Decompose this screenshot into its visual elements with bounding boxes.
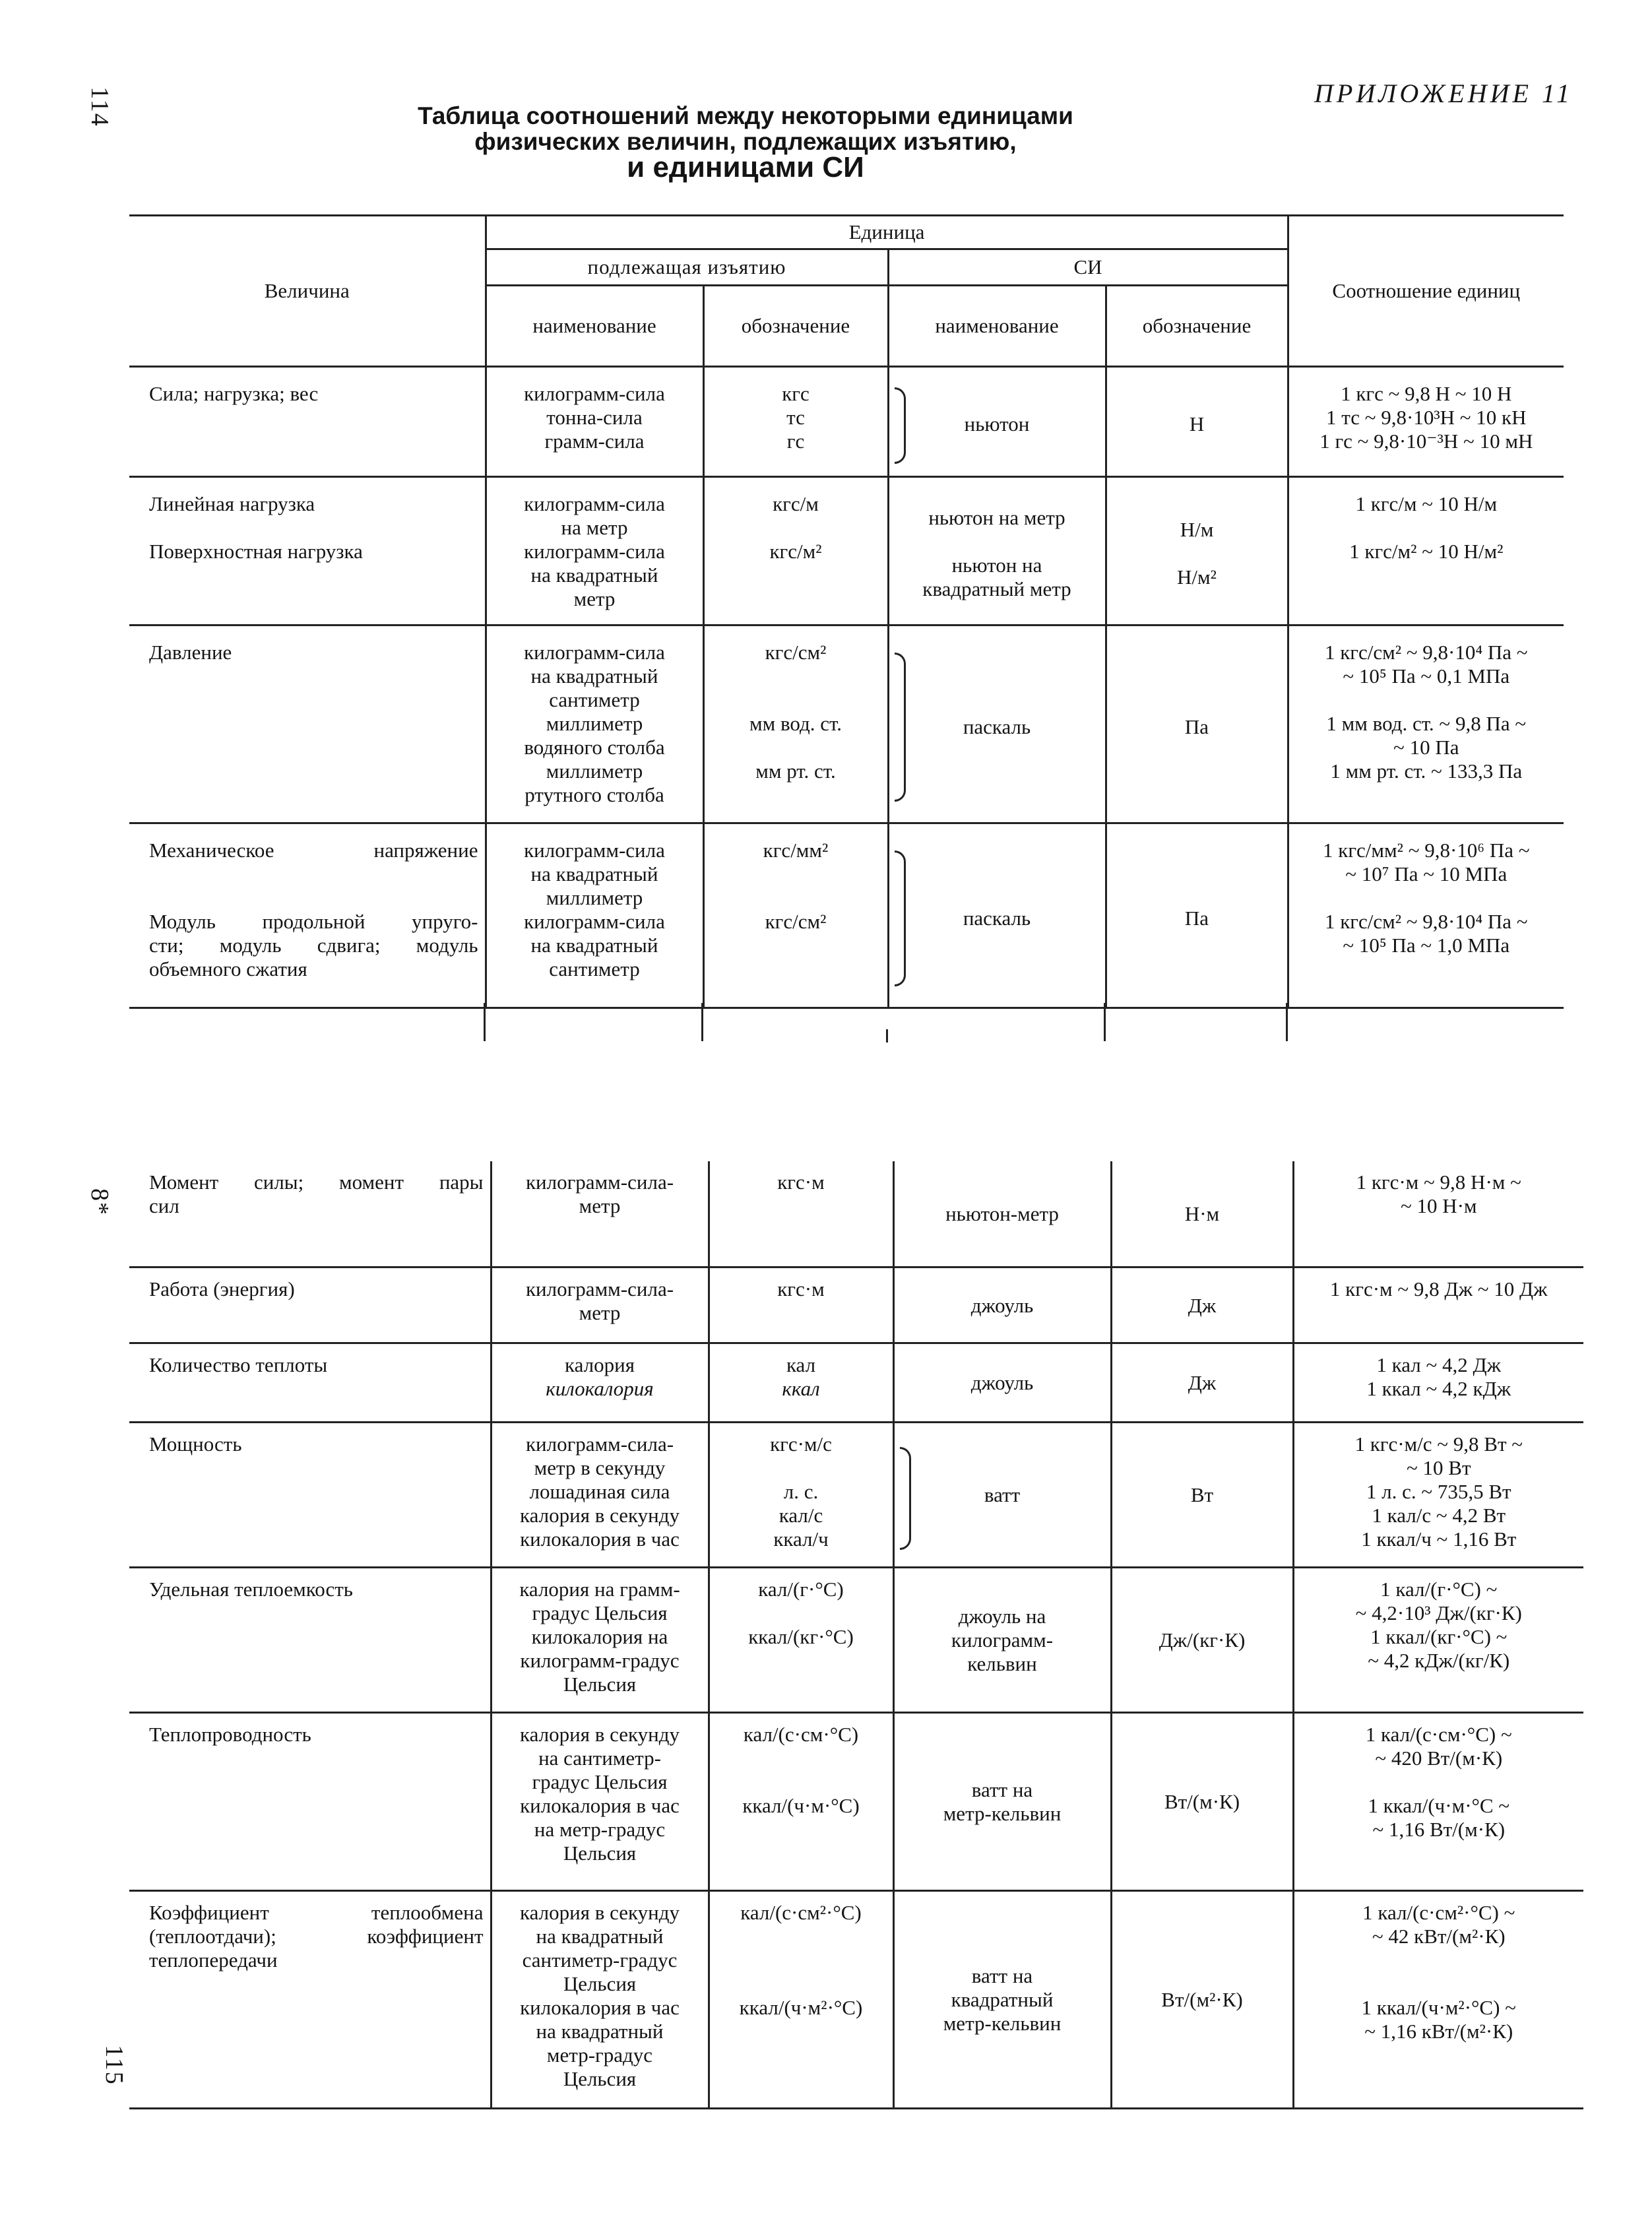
- si-name-cell: [893, 1422, 1111, 1567]
- brace-mark: [895, 387, 906, 464]
- table-2-body: [129, 1161, 1583, 2108]
- old-symbol-line: кал/(с·см·°С): [743, 1722, 859, 1746]
- old-name-cell: [486, 477, 703, 625]
- old-symbol-cell: [703, 625, 888, 823]
- si-name-line: ньютон на: [951, 554, 1042, 577]
- si-name-cell: [893, 1267, 1111, 1343]
- ratio-line: [1296, 516, 1558, 540]
- old-symbol-cell: [703, 477, 888, 625]
- header-si-symbol: обозначение: [1106, 286, 1288, 367]
- old-symbol-line: кгс/м²: [769, 540, 822, 563]
- si-symbol-line: Н/м²: [1177, 565, 1217, 589]
- si-name-cell: [893, 1567, 1111, 1712]
- ratio-line: 1 мм рт. ст. ~ 133,3 Па: [1330, 759, 1523, 783]
- ratio-line: 1 кгс/м² ~ 10 Н/м²: [1349, 540, 1504, 563]
- si-name-cell: [893, 1343, 1111, 1422]
- ratio-line: [1296, 688, 1558, 712]
- ratio-line: ~ 10⁵ Па ~ 1,0 МПа: [1343, 934, 1510, 957]
- old-name-line: на квадратный: [530, 934, 658, 957]
- quantity-line: Коэффициент теплообмена: [149, 1900, 484, 1924]
- old-name-cell: [491, 1267, 709, 1343]
- quantity-line: теплопередачи: [149, 1948, 278, 1972]
- old-symbol-line: [716, 1456, 886, 1480]
- ratio-cell: [1293, 1567, 1583, 1712]
- si-name-line: паскаль: [963, 715, 1031, 738]
- ratio-line: 1 кгс/м ~ 10 Н/м: [1355, 492, 1498, 515]
- si-symbol-cell: [1111, 1343, 1293, 1422]
- si-name-cell: [893, 1712, 1111, 1890]
- ratio-line: 1 мм вод. ст. ~ 9,8 Па ~: [1326, 712, 1527, 735]
- si-symbol-cell: [1111, 1712, 1293, 1890]
- old-name-line: грамм-сила: [544, 430, 645, 453]
- quantity-cell: [129, 1567, 491, 1712]
- old-symbol-cell: [703, 367, 888, 477]
- si-symbol-cell: [1106, 823, 1288, 1008]
- quantity-line: Момент силы; момент пары: [149, 1171, 484, 1194]
- table-continuation-tick: [886, 1029, 888, 1042]
- ratio-cell: [1293, 1422, 1583, 1567]
- page-number-top: 114: [85, 86, 113, 127]
- quantity-line: (теплоотдачи); коэффициент: [149, 1924, 484, 1948]
- old-name-cell: [486, 367, 703, 477]
- header-old-symbol: обозначение: [703, 286, 888, 367]
- quantity-cell: [129, 1161, 491, 1267]
- si-symbol-cell: [1111, 1161, 1293, 1267]
- old-symbol-cell: [709, 1343, 893, 1422]
- quantity-line: Механическое напряжение: [149, 839, 478, 862]
- old-symbol-line: кгс: [782, 382, 810, 405]
- si-symbol-line: Н: [1189, 412, 1205, 435]
- si-symbol-line: Па: [1184, 906, 1209, 930]
- old-symbol-line: ккал: [782, 1376, 820, 1400]
- old-symbol-line: кал/с: [778, 1503, 823, 1527]
- si-name-line: квадратный метр: [922, 577, 1071, 600]
- header-old-name: наименование: [486, 286, 703, 367]
- old-name-cell: [491, 1567, 709, 1712]
- old-symbol-line: ккал/ч: [773, 1527, 829, 1551]
- quantity-line: сти; модуль сдвига; модуль: [149, 934, 478, 957]
- old-name-cell: [486, 625, 703, 823]
- si-symbol-cell: [1106, 367, 1288, 477]
- si-symbol-cell: [1111, 1267, 1293, 1343]
- quantity-cell: [129, 1890, 491, 2108]
- old-name-line: сантиметр: [549, 688, 640, 711]
- quantity-cell: [129, 823, 486, 1008]
- old-name-line: ртутного столба: [524, 783, 664, 806]
- si-name-cell: [888, 367, 1106, 477]
- old-name-line: килограмм-сила-: [525, 1432, 674, 1456]
- quantity-line: Количество теплоты: [149, 1353, 328, 1376]
- quantity-line: [149, 862, 478, 886]
- ratio-line: 1 кгс/см² ~ 9,8·10⁴ Па ~: [1324, 910, 1528, 933]
- old-symbol-cell: [709, 1567, 893, 1712]
- quantity-line: Мощность: [149, 1432, 242, 1456]
- ratio-line: ~ 420 Вт/(м·К): [1375, 1746, 1503, 1770]
- ratio-line: ~ 10 Вт: [1407, 1456, 1471, 1479]
- si-symbol-line: Вт/(м²·К): [1161, 1988, 1243, 2011]
- brace-mark: [895, 850, 906, 986]
- old-name-line: метр: [579, 1194, 621, 1217]
- ratio-line: 1 кгс·м ~ 9,8 Н·м ~: [1356, 1171, 1521, 1194]
- si-name-line: квадратный: [951, 1988, 1054, 2011]
- old-symbol-line: кгс·м: [777, 1171, 825, 1194]
- old-symbol-line: кгс·м: [777, 1277, 825, 1300]
- ratio-line: [1301, 1948, 1577, 1972]
- old-symbol-line: ккал/(ч·м·°С): [742, 1793, 860, 1817]
- old-symbol-cell: [709, 1161, 893, 1267]
- old-name-line: миллиметр: [546, 712, 643, 735]
- title-line-1: Таблица соотношений между некоторыми единицами: [418, 102, 1073, 129]
- ratio-cell: [1288, 823, 1564, 1008]
- ratio-line: 1 ккал/(ч·м·°С ~: [1368, 1793, 1510, 1817]
- quantity-line: Сила; нагрузка; вес: [149, 382, 319, 405]
- old-name-line: килограмм-сила: [524, 540, 665, 563]
- ratio-line: ~ 1,16 Вт/(м·К): [1372, 1817, 1506, 1841]
- si-symbol-line: Па: [1184, 715, 1209, 738]
- old-symbol-cell: [709, 1890, 893, 2108]
- old-name-line: килограмм-градус: [520, 1648, 680, 1672]
- old-name-line: миллиметр: [546, 759, 643, 783]
- page-title: [409, 102, 1082, 183]
- old-name-line: килограмм-сила-: [525, 1277, 674, 1300]
- units-table-part-1: [129, 214, 1564, 1009]
- old-symbol-line: [716, 1972, 886, 1996]
- table-row: [129, 1267, 1583, 1343]
- si-symbol-line: Вт: [1190, 1483, 1214, 1506]
- si-name-line: метр-кельвин: [943, 2012, 1062, 2035]
- si-name-line: джоуль на: [958, 1605, 1046, 1628]
- si-name-line: килограмм-: [951, 1628, 1054, 1652]
- ratio-cell: [1293, 1343, 1583, 1422]
- old-name-line: метр: [579, 1300, 621, 1324]
- ratio-line: ~ 10 Н·м: [1400, 1194, 1477, 1217]
- old-symbol-line: кгс·м/с: [770, 1432, 832, 1456]
- old-symbol-line: ккал/(кг·°С): [748, 1624, 854, 1648]
- signature-mark: 8*: [86, 1188, 113, 1216]
- title-line-2: физических величин, подлежащих изъятию,: [474, 128, 1017, 155]
- si-symbol-cell: [1106, 477, 1288, 625]
- ratio-cell: [1293, 1890, 1583, 2108]
- ratio-line: 1 кгс ~ 9,8 Н ~ 10 Н: [1341, 382, 1512, 405]
- old-name-line: сантиметр: [549, 957, 640, 980]
- old-symbol-line: [711, 862, 881, 886]
- quantity-cell: [129, 1712, 491, 1890]
- old-name-line: метр в секунду: [534, 1456, 666, 1479]
- ratio-cell: [1288, 367, 1564, 477]
- ratio-cell: [1288, 477, 1564, 625]
- ratio-line: 1 кал/(с·см·°С) ~: [1365, 1722, 1512, 1746]
- old-symbol-line: кал/(г·°С): [758, 1577, 844, 1601]
- old-name-line: килограмм-сила: [524, 492, 665, 515]
- old-symbol-line: кгс/см²: [765, 910, 827, 933]
- ratio-line: 1 кал ~ 4,2 Дж: [1376, 1353, 1502, 1376]
- quantity-cell: [129, 625, 486, 823]
- ratio-line: ~ 10⁷ Па ~ 10 МПа: [1345, 862, 1508, 885]
- old-name-line: градус Цельсия: [532, 1601, 668, 1624]
- table-row: [129, 625, 1564, 823]
- ratio-line: ~ 10 Па: [1393, 736, 1459, 759]
- quantity-cell: [129, 367, 486, 477]
- old-name-line: водяного столба: [524, 736, 665, 759]
- old-symbol-line: ккал/(ч·м²·°С): [739, 1995, 863, 2019]
- quantity-line: [149, 516, 478, 540]
- ratio-line: 1 кгс/мм² ~ 9,8·10⁶ Па ~: [1323, 839, 1530, 862]
- old-symbol-cell: [709, 1422, 893, 1567]
- quantity-line: объемного сжатия: [149, 957, 307, 980]
- quantity-cell: [129, 1343, 491, 1422]
- old-symbol-line: [711, 516, 881, 540]
- table-row: [129, 1343, 1583, 1422]
- old-symbol-line: [716, 1925, 886, 1948]
- si-symbol-line: Дж/(кг·К): [1159, 1628, 1246, 1652]
- table-row: [129, 1567, 1583, 1712]
- old-name-line: Цельсия: [563, 1841, 637, 1865]
- old-name-cell: [491, 1343, 709, 1422]
- table-continuation-tick: [1286, 1003, 1288, 1041]
- si-symbol-line: Дж: [1188, 1293, 1217, 1317]
- si-name-line: ватт на: [971, 1964, 1033, 1987]
- brace-mark: [895, 653, 906, 802]
- si-name-cell: [888, 625, 1106, 823]
- old-name-line: тонна-сила: [546, 406, 643, 429]
- old-name-line: калория в секунду: [520, 1722, 680, 1746]
- si-name-line: ватт на: [971, 1778, 1033, 1801]
- old-name-line: килограмм-сила: [524, 641, 665, 664]
- ratio-cell: [1293, 1161, 1583, 1267]
- si-name-line: джоуль: [970, 1371, 1034, 1394]
- old-symbol-line: [716, 1747, 886, 1770]
- old-name-line: на квадратный: [536, 1924, 664, 1948]
- old-symbol-line: [711, 688, 881, 712]
- ratio-line: 1 кгс·м/с ~ 9,8 Вт ~: [1354, 1432, 1523, 1456]
- old-name-cell: [491, 1161, 709, 1267]
- old-name-cell: [491, 1890, 709, 2108]
- quantity-line: Давление: [149, 641, 232, 664]
- old-name-line: Цельсия: [563, 2067, 637, 2090]
- si-name-cell: [893, 1890, 1111, 2108]
- old-name-line: калория на грамм-: [519, 1577, 680, 1601]
- ratio-line: [1301, 1770, 1577, 1794]
- old-name-line: на квадратный: [530, 563, 658, 587]
- ratio-line: 1 кгс·м ~ 9,8 Дж ~ 10 Дж: [1329, 1277, 1548, 1300]
- old-symbol-line: кал: [786, 1353, 816, 1376]
- old-symbol-line: кгс/мм²: [763, 839, 829, 862]
- si-name-line: метр-кельвин: [943, 1802, 1062, 1825]
- ratio-line: 1 ккал/(ч·м²·°С) ~: [1361, 1995, 1516, 2019]
- old-symbol-cell: [709, 1712, 893, 1890]
- old-name-line: Цельсия: [563, 1972, 637, 1995]
- ratio-line: ~ 4,2 кДж/(кг/К): [1368, 1648, 1510, 1672]
- old-name-line: килокалория в час: [520, 1995, 680, 2019]
- table-row: [129, 823, 1564, 1008]
- quantity-line: [149, 886, 478, 910]
- old-name-line: калория в секунду: [520, 1900, 680, 1924]
- old-name-line: Цельсия: [563, 1672, 637, 1696]
- old-name-line: лошадиная сила: [529, 1479, 670, 1503]
- ratio-cell: [1293, 1712, 1583, 1890]
- si-symbol-cell: [1111, 1422, 1293, 1567]
- old-name-line: градус Цельсия: [532, 1770, 668, 1793]
- old-symbol-line: мм вод. ст.: [749, 712, 842, 735]
- table-row: [129, 1890, 1583, 2108]
- si-name-line: ньютон: [964, 412, 1030, 435]
- ratio-line: ~ 4,2·10³ Дж/(кг·К): [1355, 1601, 1522, 1624]
- header-si: СИ: [888, 249, 1288, 286]
- si-name-line: ньютон-метр: [945, 1202, 1059, 1226]
- ratio-line: 1 кал/с ~ 4,2 Вт: [1372, 1503, 1506, 1527]
- old-symbol-line: [711, 886, 881, 910]
- old-symbol-line: кгс/см²: [765, 641, 827, 664]
- old-name-line: метр-градус: [546, 2043, 653, 2067]
- old-symbol-line: л. с.: [783, 1479, 819, 1503]
- ratio-line: 1 кал/(г·°С) ~: [1380, 1577, 1498, 1601]
- table-continuation-tick: [1104, 1003, 1106, 1041]
- old-name-line: килограмм-сила: [524, 910, 665, 933]
- quantity-line: сил: [149, 1194, 179, 1217]
- old-symbol-line: [711, 736, 881, 759]
- header-withdrawn: подлежащая изъятию: [486, 249, 888, 286]
- si-name-cell: [888, 477, 1106, 625]
- appendix-label: ПРИЛОЖЕНИЕ 11: [1314, 79, 1573, 108]
- old-symbol-line: кгс/м: [773, 492, 819, 515]
- old-symbol-line: тс: [786, 406, 805, 429]
- old-name-line: на метр-градус: [534, 1817, 666, 1841]
- table-1-body: [129, 367, 1564, 1008]
- si-name-line: паскаль: [963, 906, 1031, 930]
- old-name-line: на сантиметр-: [538, 1746, 661, 1770]
- old-name-line: на квадратный: [530, 664, 658, 688]
- old-name-line: сантиметр-градус: [522, 1948, 678, 1972]
- ratio-line: 1 гс ~ 9,8·10⁻³Н ~ 10 мН: [1319, 430, 1533, 453]
- header-si-name: наименование: [888, 286, 1106, 367]
- header-ratio: Соотношение единиц: [1288, 216, 1564, 367]
- old-name-line: на квадратный: [530, 862, 658, 885]
- si-name-cell: [893, 1161, 1111, 1267]
- old-symbol-line: [716, 1770, 886, 1794]
- table-row: [129, 1422, 1583, 1567]
- old-name-line: килокалория в час: [520, 1527, 680, 1551]
- table-row: [129, 477, 1564, 625]
- old-symbol-cell: [703, 823, 888, 1008]
- old-symbol-line: мм рт. ст.: [755, 759, 836, 783]
- quantity-line: Работа (энергия): [149, 1277, 295, 1300]
- ratio-cell: [1293, 1267, 1583, 1343]
- si-symbol-line: Н/м: [1180, 518, 1214, 541]
- si-name-line: ньютон на метр: [928, 506, 1065, 529]
- quantity-cell: [129, 1267, 491, 1343]
- quantity-line: Теплопроводность: [149, 1722, 311, 1746]
- si-name-line: [896, 530, 1098, 554]
- header-quantity: Величина: [264, 279, 350, 302]
- old-symbol-cell: [709, 1267, 893, 1343]
- table-continuation-tick: [484, 1003, 486, 1041]
- si-name-line: кельвин: [967, 1652, 1037, 1675]
- si-symbol-cell: [1111, 1567, 1293, 1712]
- old-symbol-line: кал/(с·см²·°С): [740, 1900, 862, 1924]
- old-name-line: калория в секунду: [520, 1503, 680, 1527]
- header-unit: Единица: [486, 216, 1288, 249]
- si-symbol-cell: [1111, 1890, 1293, 2108]
- ratio-line: 1 кал/(с·см²·°С) ~: [1362, 1900, 1515, 1924]
- table-row: [129, 367, 1564, 477]
- old-name-cell: [491, 1712, 709, 1890]
- ratio-line: [1296, 886, 1558, 910]
- si-symbol-line: Дж: [1188, 1371, 1217, 1394]
- quantity-line: Линейная нагрузка: [149, 492, 315, 515]
- old-symbol-line: [716, 1948, 886, 1972]
- ratio-line: 1 ккал/(кг·°С) ~: [1370, 1624, 1508, 1648]
- ratio-line: 1 л. с. ~ 735,5 Вт: [1366, 1479, 1511, 1503]
- old-symbol-line: [716, 1601, 886, 1625]
- ratio-line: 1 ккал ~ 4,2 кДж: [1366, 1376, 1511, 1400]
- table-continuation-tick: [701, 1003, 703, 1041]
- page-number-bottom: 115: [100, 2045, 128, 2086]
- old-name-line: на квадратный: [536, 2019, 664, 2043]
- title-line-3: и единицами СИ: [627, 151, 864, 183]
- old-name-line: метр: [573, 587, 616, 610]
- old-symbol-line: [711, 664, 881, 688]
- old-name-line: на метр: [561, 516, 628, 539]
- quantity-cell: [129, 477, 486, 625]
- quantity-cell: [129, 1422, 491, 1567]
- ratio-line: 1 тс ~ 9,8·10³Н ~ 10 кН: [1326, 406, 1527, 429]
- ratio-cell: [1288, 625, 1564, 823]
- si-name-cell: [888, 823, 1106, 1008]
- ratio-line: ~ 10⁵ Па ~ 0,1 МПа: [1343, 664, 1510, 688]
- si-name-line: джоуль: [970, 1293, 1034, 1317]
- table-row: [129, 1712, 1583, 1890]
- si-symbol-cell: [1106, 625, 1288, 823]
- old-name-line: килограмм-сила: [524, 382, 665, 405]
- si-symbol-line: [1114, 542, 1281, 565]
- table-row: [129, 1161, 1583, 1267]
- ratio-line: 1 кгс/см² ~ 9,8·10⁴ Па ~: [1324, 641, 1528, 664]
- units-table-part-2: [129, 1161, 1583, 2109]
- old-name-cell: [486, 823, 703, 1008]
- quantity-line: Удельная теплоемкость: [149, 1577, 353, 1601]
- old-symbol-line: гс: [786, 430, 805, 453]
- old-name-line: килокалория в час: [520, 1793, 680, 1817]
- si-name-line: ватт: [984, 1483, 1021, 1506]
- ratio-line: 1 ккал/ч ~ 1,16 Вт: [1361, 1527, 1517, 1551]
- old-name-line: миллиметр: [546, 886, 643, 909]
- si-symbol-line: Н·м: [1184, 1202, 1220, 1226]
- quantity-line: Модуль продольной упруго-: [149, 910, 478, 933]
- old-name-line: килограмм-сила-: [525, 1171, 674, 1194]
- old-name-line: килокалория на: [531, 1624, 668, 1648]
- old-name-line: килограмм-сила: [524, 839, 665, 862]
- brace-mark: [900, 1447, 911, 1550]
- si-symbol-line: Вт/(м·К): [1164, 1790, 1240, 1813]
- ratio-line: ~ 42 кВт/(м²·К): [1372, 1924, 1506, 1948]
- old-name-line: калория: [565, 1353, 635, 1376]
- old-name-line: килокалория: [546, 1376, 654, 1400]
- ratio-line: [1301, 1972, 1577, 1996]
- old-name-cell: [491, 1422, 709, 1567]
- ratio-line: ~ 1,16 кВт/(м²·К): [1364, 2019, 1513, 2043]
- quantity-line: Поверхностная нагрузка: [149, 540, 363, 563]
